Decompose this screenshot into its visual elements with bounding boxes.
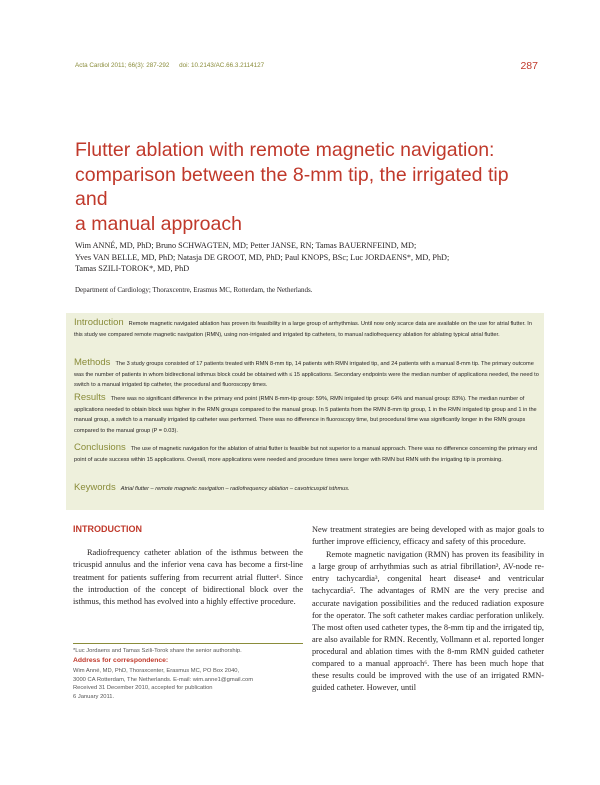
abstract-introduction (74, 318, 539, 340)
introduction-paragraph: Radiofrequency catheter ablation of the isthmus between the tricuspid annulus and the inferior vena cava has become a first-line treatment for patients suffering from recurrent atrial flutter¹. Since the introduction of the concept of bidirectional block over the isthmus, this method has evolved into a highly effective procedure. (73, 548, 303, 607)
abstract-results (74, 393, 539, 436)
shared-authorship-note: *Luc Jordaens and Tamas Szili-Torok share the senior authorship. (73, 648, 242, 654)
abstract-conclusions (74, 443, 539, 465)
keywords-text: Atrial flutter – remote magnetic navigation – radiofrequency ablation – cavotricuspid isthmus. (120, 486, 350, 492)
address-line: 3000 CA Rotterdam, The Netherlands. E-mail: wim.anne1@gmail.com (73, 676, 254, 683)
abstract-text: Remote magnetic navigated ablation has proven its feasibility in a large group of arrhythmias. Until now only scarce data are available on the use for atrial flutter. In this study we compared remote magnetic navigation (RMN), using non-irrigated and irrigated tip catheters, to manual radiofrequency ablation for ablating typical atrial flutter. (74, 321, 532, 338)
footnote (73, 647, 303, 702)
abstract-heading: Results (74, 392, 106, 403)
journal-citation: Acta Cardiol 2011; 66(3): 287-292 (75, 62, 170, 69)
abstract-methods (74, 358, 539, 391)
footnote-divider (73, 643, 303, 644)
page-number: 287 (520, 60, 538, 72)
abstract-keywords (74, 483, 539, 495)
author-line: Yves VAN BELLE, MD, PhD; Natasja DE GROOT, MD, PhD; Paul KNOPS, BSc; Luc JORDAENS*, MD, PhD; (75, 252, 450, 262)
section-heading-introduction: INTRODUCTION (73, 524, 142, 534)
author-line: Tamas SZILI-TOROK*, MD, PhD (75, 264, 190, 274)
abstract-text: The use of magnetic navigation for the ablation of atrial flutter is feasible but not superior to a manual approach. There was no difference concerning the primary end point of acute success within 15 applications. Overall, more applications were needed and procedure times were longer with RMN but RMN with the irrigating tip is promising. (74, 446, 538, 463)
author-list (75, 240, 545, 275)
doi: doi: 10.2143/AC.66.3.2114127 (179, 62, 265, 69)
body-paragraph: Remote magnetic navigation (RMN) has proven its feasibility in a large group of arrhythmias such as atrial fibrillation², AV-node re-entry tachycardia³, congenital heart disease⁴ and ventricular tachycardia⁵. The advantages of RMN are the very precise and accurate navigation possibilities and the reduced radiation exposure for the operator. The soft catheter makes cardiac perforation unlikely. The most often used catheter types, the 8-mm tip and the irrigated tip, are also available for RMN. Recently, Vollmann et al. reported longer procedural and ablation times with the 8-mm RMN guided catheter compared to a manual approach⁶. There has been much hope that these results could be improved with the use of an irrigated RMN-guided catheter. However, until (312, 550, 544, 693)
abstract-heading: Introduction (74, 317, 124, 328)
abstract-text: The 3 study groups consisted of 17 patients treated with RMN 8-mm tip, 14 patients with RMN irrigated tip, and 24 patients with a manual 8-mm tip. The primary outcome was the number of patients in whom bidirectional isthmus block could be obtained with ≤ 15 applications. Secondary endpoints were the median number of applications needed, the need to switch to a manual irrigated tip catheter, the procedural and fluoroscopy times. (74, 361, 539, 388)
body-paragraph: New treatment strategies are being developed with as major goals to further improve efficiency, efficacy and safety of this procedure. (312, 525, 544, 547)
article-title (75, 138, 545, 236)
author-line: Wim ANNÉ, MD, PhD; Bruno SCHWAGTEN, MD; Petter JANSE, RN; Tamas BAUERNFEIND, MD; (75, 241, 417, 250)
abstract-text: There was no significant difference in the primary end point (RMN 8-mm-tip group: 59%, RMN irrigated tip group: 64% and manual group: 83%). The median number of applications needed to obtain block was higher in the RMN groups compared to the manual group. In 5 patients from the RMN 8-mm tip group, 1 in the RMN irrigated tip group and 1 in the manual group, a switch to a manually irrigated tip catheter was performed. There was no difference in fluoroscopy time, but procedural time was significantly longer in the RMN groups compared to the manual group (P = 0.03). (74, 396, 537, 434)
right-column (312, 524, 544, 694)
correspondence-heading: Address for correspondence: (73, 656, 169, 664)
address-line: Wim Anné, MD, PhD, Thoraxcenter, Erasmus MC, PO Box 2040, (73, 668, 240, 675)
accepted-date: 6 January 2011. (73, 693, 115, 700)
received-date: Received 31 December 2010, accepted for publication (73, 685, 213, 692)
title-line: a manual approach (75, 212, 242, 235)
abstract-heading: Methods (74, 357, 111, 368)
running-header (75, 62, 264, 69)
abstract-heading: Conclusions (74, 442, 126, 453)
title-line: comparison between the 8-mm tip, the irrigated tip and (75, 163, 509, 210)
abstract-heading: Keywords (74, 482, 116, 493)
affiliation: Department of Cardiology; Thoraxcentre, Erasmus MC, Rotterdam, the Netherlands. (75, 286, 313, 294)
title-line: Flutter ablation with remote magnetic navigation: (75, 139, 495, 161)
